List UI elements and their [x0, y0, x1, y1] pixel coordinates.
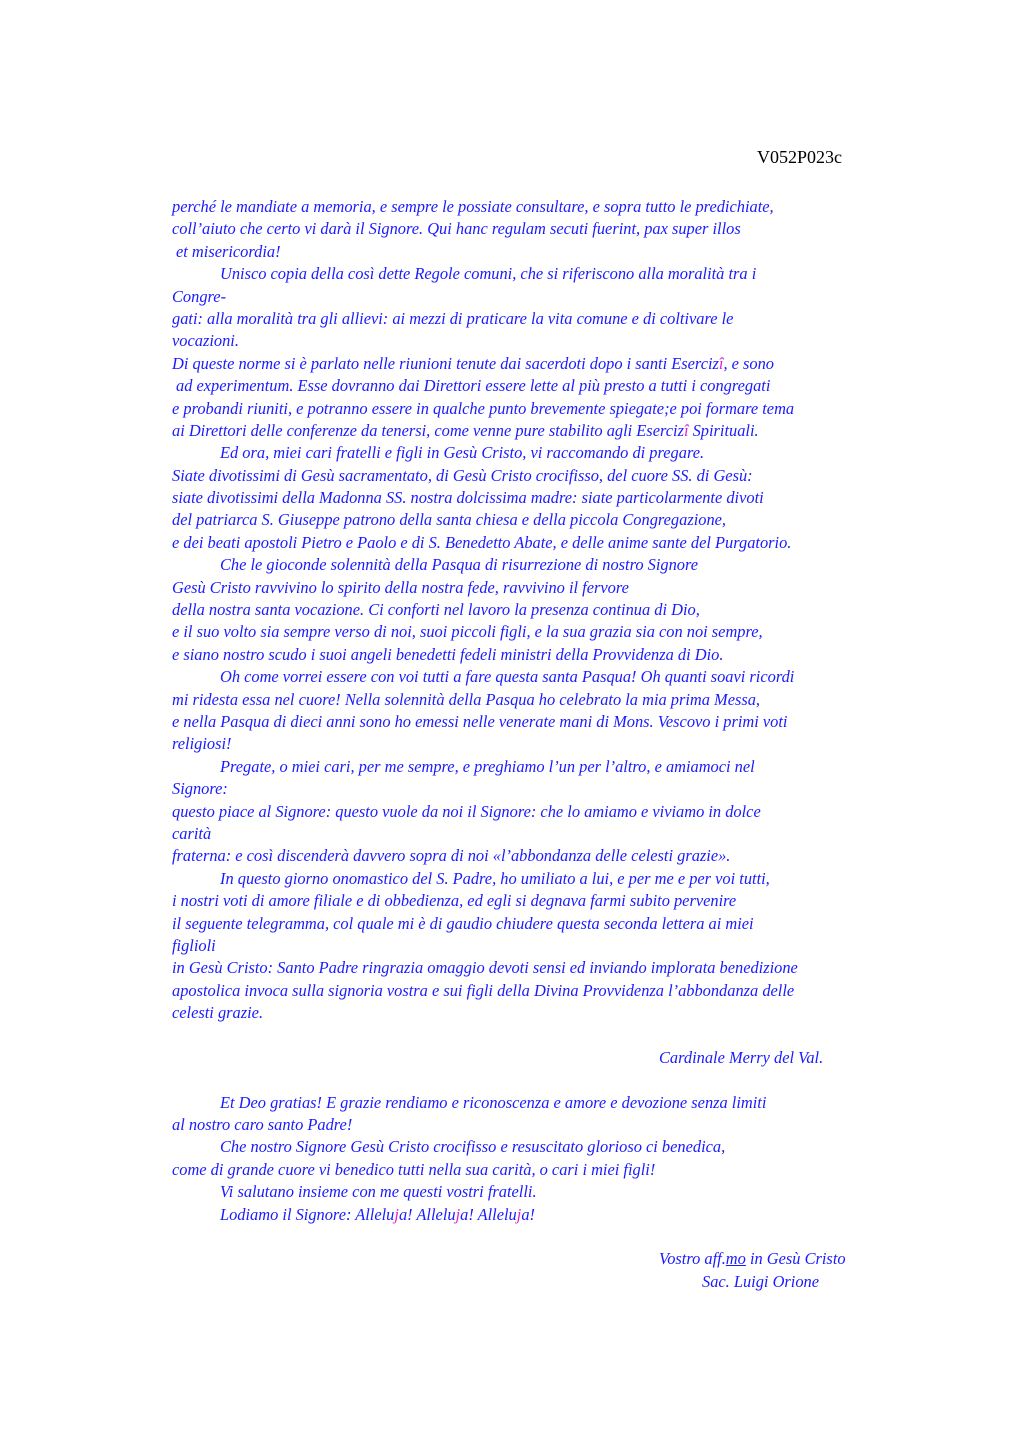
text-line: Che nostro Signore Gesù Cristo crocifisso e resuscitato glorioso ci benedica,: [220, 1137, 726, 1157]
highlighted-letter: j: [516, 1204, 522, 1224]
underlined-abbreviation: mo: [725, 1249, 746, 1269]
text-line: e dei beati apostoli Pietro e Paolo e di S. Benedetto Abate, e delle anime sante del Purgatorio.: [172, 532, 792, 552]
text-line: figlioli: [172, 935, 216, 955]
paragraph-4: [172, 554, 912, 666]
text-line: mi ridesta essa nel cuore! Nella solennità della Pasqua ho celebrato la mia prima Messa,: [172, 689, 761, 709]
paragraph-2: [172, 263, 912, 442]
text-fragment: Vostro aff.: [659, 1249, 726, 1269]
highlighted-letter: j: [394, 1204, 399, 1224]
cardinal-signature: Cardinale Merry del Val.: [659, 1047, 824, 1067]
text-line: e il suo volto sia sempre verso di noi, suoi piccoli figli, e la sua grazia sia con noi sempre,: [172, 622, 763, 642]
text-fragment: Di queste norme si è parlato nelle riunioni tenute dai sacerdoti dopo i santi Esercizî: [172, 353, 724, 373]
text-fragment: Allelu: [416, 1204, 456, 1224]
text-line: gati: alla moralità tra gli allievi: ai mezzi di praticare la vita comune e di coltivare le: [172, 308, 734, 328]
text-fragment: a!: [460, 1204, 478, 1224]
text-line: [172, 353, 912, 375]
text-line: siate divotissimi della Madonna SS. nostra dolcissima madre: siate particolarmente divoti: [172, 488, 764, 508]
blank-line: [172, 1024, 912, 1046]
text-fragment: in Gesù Cristo: [745, 1249, 846, 1269]
text-line: Gesù Cristo ravvivino lo spirito della nostra fede, ravvivino il fervore: [172, 577, 629, 597]
text-line: Ed ora, miei cari fratelli e figli in Gesù Cristo, vi raccomando di pregare.: [220, 443, 705, 463]
text-fragment: Lodiamo il Signore:: [220, 1204, 356, 1224]
text-line: Et Deo gratias! E grazie rendiamo e riconoscenza e amore e devozione senza limiti: [220, 1092, 767, 1112]
highlighted-letter: î: [683, 420, 689, 440]
text-line: vocazioni.: [172, 331, 239, 351]
text-line: e nella Pasqua di dieci anni sono ho emessi nelle venerate mani di Mons. Vescovo i primi voti: [172, 711, 788, 731]
text-line: Oh come vorrei essere con voi tutti a fare questa santa Pasqua! Oh quanti soavi ricordi: [220, 667, 795, 687]
highlighted-letter: î: [718, 353, 724, 373]
text-line: coll’aiuto che certo vi darà il Signore. Qui hanc regulam secuti fuerint, pax super illos: [172, 219, 741, 239]
highlighted-letter: j: [455, 1204, 461, 1224]
text-line: Signore:: [172, 779, 228, 799]
paragraph-5: [172, 666, 912, 756]
text-line: in Gesù Cristo: Santo Padre ringrazia omaggio devoti sensi ed inviando implorata benedizione: [172, 958, 798, 978]
text-line: del patriarca S. Giuseppe patrono della santa chiesa e della piccola Congregazione,: [172, 510, 727, 530]
text-line: [172, 420, 912, 442]
text-fragment: Spirituali.: [688, 420, 759, 440]
text-line: al nostro caro santo Padre!: [172, 1115, 353, 1135]
text-line: e siano nostro scudo i suoi angeli benedetti fedeli ministri della Provvidenza di Dio.: [172, 644, 724, 664]
text-line: celesti grazie.: [172, 1003, 264, 1023]
text-line: i nostri voti di amore filiale e di obbedienza, ed egli si degnava farmi subito pervenire: [172, 891, 737, 911]
author-signature: Sac. Luigi Orione: [702, 1271, 820, 1291]
paragraph-7: [172, 868, 912, 1025]
alleluia-line: [172, 1204, 912, 1226]
text-line: perché le mandiate a memoria, e sempre le possiate consultare, e sopra tutto le predichiate,: [172, 197, 774, 216]
text-line: Siate divotissimi di Gesù sacramentato, di Gesù Cristo crocifisso, del cuore SS. di Gesù:: [172, 465, 753, 485]
text-fragment: Allelu: [355, 1204, 395, 1224]
text-line: fraterna: e così discenderà davvero sopra di noi «l’abbondanza delle celesti grazie».: [172, 846, 731, 866]
text-line: Unisco copia della così dette Regole comuni, che si riferiscono alla moralità tra i: [220, 264, 757, 284]
text-fragment: a!: [521, 1204, 535, 1224]
page-identifier: V052P023c: [757, 147, 842, 167]
text-fragment: a!: [398, 1204, 417, 1224]
text-line: apostolica invoca sulla signoria vostra e sui figli della Divina Provvidenza l’abbondanza delle: [172, 980, 795, 1000]
text-line: Pregate, o miei cari, per me sempre, e preghiamo l’un per l’altro, e amiamoci nel: [220, 756, 755, 776]
text-fragment: ai Direttori delle conferenze da tenersi, come venne pure stabilito agli Esercizî: [172, 420, 689, 440]
text-line: religiosi!: [172, 734, 232, 754]
paragraph-6: [172, 756, 912, 868]
closing-salutation: [172, 1248, 912, 1270]
text-line: Che le gioconde solennità della Pasqua di risurrezione di nostro Signore: [220, 555, 699, 575]
text-line: Vi salutano insieme con me questi vostri fratelli.: [220, 1182, 537, 1202]
text-line: il seguente telegramma, col quale mi è di gaudio chiudere questa seconda lettera ai miei: [172, 913, 754, 933]
text-line: carità: [172, 823, 212, 843]
text-line: Congre-: [172, 286, 227, 306]
paragraph-8: [172, 1092, 912, 1226]
text-line: questo piace al Signore: questo vuole da noi il Signore: che lo amiamo e viviamo in dolce: [172, 801, 761, 821]
paragraph-3: [172, 442, 912, 554]
text-line: ad experimentum. Esse dovranno dai Direttori essere lette al più presto a tutti i congregati: [176, 376, 771, 396]
text-fragment: Allelu: [477, 1204, 517, 1224]
blank-line: [172, 1226, 912, 1248]
text-fragment: , e sono: [723, 353, 775, 373]
text-line: come di grande cuore vi benedico tutti nella sua carità, o cari i miei figli!: [172, 1159, 656, 1179]
blank-line: [172, 1069, 912, 1091]
paragraph-1: [172, 196, 912, 263]
letter-body: [172, 196, 912, 1293]
text-line: In questo giorno onomastico del S. Padre, ho umiliato a lui, e per me e per voi tutti,: [220, 868, 770, 888]
text-line: della nostra santa vocazione. Ci conforti nel lavoro la presenza continua di Dio,: [172, 600, 700, 620]
text-line: et misericordia!: [176, 241, 281, 261]
text-line: e probandi riuniti, e potranno essere in qualche punto brevemente spiegate;e poi formare tema: [172, 398, 795, 418]
